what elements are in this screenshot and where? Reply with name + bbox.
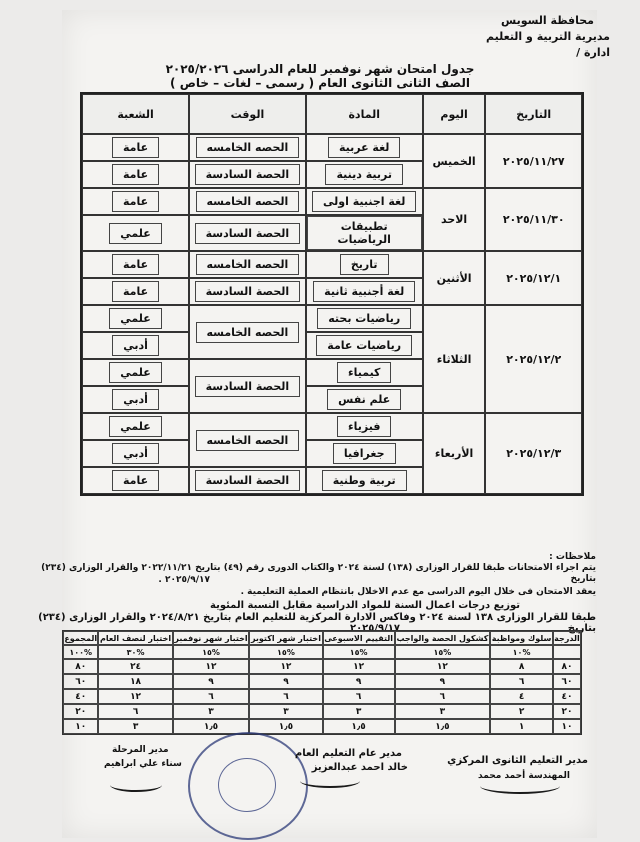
grades-cell: ١٫٥ <box>395 719 491 734</box>
exam-subject-label: تربية دينية <box>325 164 403 185</box>
grades-percent-cell: %٣٠ <box>98 645 172 659</box>
note-4: طبقا للقرار الوزارى ١٣٨ لسنة ٢٠٢٤ وفاكس الادارة المركزية للتعليم العام بتاريخ ٢٠٢٤/٨/٢١ والقرار الوزارى (٢٣٤) بتاريخ <box>38 612 596 634</box>
grades-cell: ١٫٥ <box>173 719 250 734</box>
exam-date: ٢٠٢٥/١٢/١ <box>485 251 582 305</box>
exam-time <box>189 188 306 215</box>
exam-date: ٢٠٢٥/١١/٢٧ <box>485 134 582 188</box>
grades-body <box>63 659 581 734</box>
exam-subject <box>306 278 423 305</box>
grades-percent-cell: %١٠ <box>490 645 553 659</box>
exam-time <box>189 467 306 494</box>
grades-row <box>63 674 581 689</box>
grades-cell: ٦ <box>98 704 172 719</box>
grades-cell: ٣ <box>98 719 172 734</box>
grades-cell: ١٠ <box>63 719 98 734</box>
grades-cell: ٩ <box>249 674 322 689</box>
grades-cell: ٨٠ <box>553 659 581 674</box>
exam-subject-label: كيمياء <box>337 362 392 383</box>
exam-day: الأربعاء <box>423 413 486 494</box>
grades-cell: ٦٠ <box>63 674 98 689</box>
exam-branch <box>82 251 189 278</box>
exam-date: ٢٠٢٥/١٢/٣ <box>485 413 582 494</box>
exam-branch-label: عامة <box>112 281 159 302</box>
exam-time-label: الحصة السادسة <box>195 281 301 302</box>
grades-cell: ١٨ <box>98 674 172 689</box>
grades-cell: ١٫٥ <box>249 719 322 734</box>
grades-percent-cell: %١٥ <box>249 645 322 659</box>
exam-branch-label: أدبي <box>112 335 159 356</box>
signature-right-title: مدير التعليم الثانوى المركزي <box>447 755 588 766</box>
grades-cell: ٢٠ <box>553 704 581 719</box>
exam-branch-label: أدبي <box>112 443 159 464</box>
grades-cell: ١٢ <box>395 659 491 674</box>
exam-branch <box>82 305 189 332</box>
exam-time-label: الحصة السادسة <box>195 223 301 244</box>
grades-cell: ٦ <box>323 689 395 704</box>
exam-subject <box>306 413 423 440</box>
exam-subject <box>306 440 423 467</box>
schedule-row <box>82 134 582 161</box>
grades-cell: ١ <box>490 719 553 734</box>
signature-mid-name: خالد احمد عبدالعزيز <box>311 762 408 773</box>
exam-branch <box>82 134 189 161</box>
grades-cell: ١٫٥ <box>323 719 395 734</box>
grades-table <box>62 630 582 735</box>
exam-branch <box>82 332 189 359</box>
grades-cell: ٦ <box>249 689 322 704</box>
grades-percent-cell: %١٥ <box>323 645 395 659</box>
exam-subject-label: تربية وطنية <box>322 470 407 491</box>
schedule-row <box>82 188 582 215</box>
grades-header-cell: الدرجة <box>553 631 581 645</box>
header-date: التاريخ <box>485 94 582 134</box>
exam-day: الخميس <box>423 134 486 188</box>
exam-branch <box>82 386 189 413</box>
exam-branch-label: أدبي <box>112 389 159 410</box>
exam-subject-label: علم نفس <box>327 389 401 410</box>
exam-time-label: الحصه الخامسه <box>196 254 300 275</box>
official-seal <box>188 732 308 840</box>
grades-cell: ٢٠ <box>63 704 98 719</box>
grades-cell: ٦ <box>173 689 250 704</box>
exam-branch <box>82 413 189 440</box>
governorate-label: محافظة السويس <box>501 14 594 27</box>
grades-percent-row <box>63 645 581 659</box>
schedule-row <box>82 413 582 440</box>
grades-header-cell: سلوك ومواظبة <box>490 631 553 645</box>
grades-header-cell: التقييم الاسبوعى <box>323 631 395 645</box>
exam-subject-label: جغرافيا <box>333 443 396 464</box>
grades-cell: ١٢ <box>173 659 250 674</box>
header-subject: المادة <box>306 94 423 134</box>
exam-time-label: الحصة السادسة <box>195 376 301 397</box>
exam-schedule-table <box>80 92 584 496</box>
note-2: يعقد الامتحان فى خلال اليوم الدراسى مع عدم الاخلال بانتظام العملية التعليمية . <box>240 587 596 597</box>
grades-cell: ٣ <box>173 704 250 719</box>
exam-time <box>189 251 306 278</box>
grades-header-row <box>63 631 581 645</box>
exam-time-label: الحصة السادسة <box>195 470 301 491</box>
grades-row <box>63 689 581 704</box>
exam-subject <box>306 134 423 161</box>
document-title: جدول امتحان شهر نوفمبر للعام الدراسى ٢٠٢٥/٢٠٢٦ <box>165 62 475 76</box>
exam-subject-label: تاريخ <box>340 254 389 275</box>
exam-branch-label: عامة <box>112 470 159 491</box>
exam-subject-label: لغة عربية <box>328 137 401 158</box>
grades-cell: ٣ <box>395 704 491 719</box>
exam-subject-label: رياضيات عامة <box>316 335 412 356</box>
handwritten-signature-mid <box>300 774 360 788</box>
exam-branch-label: علمي <box>109 362 162 383</box>
exam-subject <box>306 467 423 494</box>
administration-label: ادارة / <box>576 46 610 59</box>
exam-time <box>189 413 306 467</box>
grades-cell: ٢ <box>490 704 553 719</box>
exam-subject <box>306 332 423 359</box>
exam-subject <box>306 359 423 386</box>
note-1: يتم اجراء الامتحانات طبقا للقرار الوزارى (١٣٨) لسنة ٢٠٢٤ والكتاب الدورى رقم (٤٩) بتاريخ ٢٠٢٢/١١/٢١ والقرار الوزارى (٢٣٤) بتاريخ <box>41 563 596 584</box>
signature-mid-title: مدير عام التعليم العام <box>294 748 402 759</box>
exam-time <box>189 278 306 305</box>
exam-date: ٢٠٢٥/١٢/٢ <box>485 305 582 413</box>
signature-right-name: المهندسة أحمد محمد <box>478 771 570 781</box>
grades-percent-cell: %١٠٠ <box>63 645 98 659</box>
grades-percent-cell: %١٥ <box>395 645 491 659</box>
directorate-label: مديرية التربية و التعليم <box>486 30 610 43</box>
grades-cell: ١٢ <box>323 659 395 674</box>
exam-branch-label: عامة <box>112 191 159 212</box>
exam-branch <box>82 467 189 494</box>
exam-branch-label: علمي <box>109 416 162 437</box>
grades-cell: ١٠ <box>553 719 581 734</box>
exam-subject <box>306 386 423 413</box>
exam-time <box>189 161 306 188</box>
exam-branch <box>82 440 189 467</box>
grades-cell: ٤٠ <box>63 689 98 704</box>
exam-subject-label: تطبيقات الرياضيات <box>307 216 422 250</box>
header-branch: الشعبة <box>82 94 189 134</box>
grades-cell: ٣ <box>323 704 395 719</box>
grades-header-cell: اختبار شهر اكتوبر <box>249 631 322 645</box>
header-day: اليوم <box>423 94 486 134</box>
exam-day: الأثنين <box>423 251 486 305</box>
grades-row <box>63 719 581 734</box>
exam-subject <box>306 305 423 332</box>
notes-heading: ملاحظات : <box>549 552 596 562</box>
grades-header-cell: اختبار لنصف العام <box>98 631 172 645</box>
schedule-row <box>82 251 582 278</box>
grades-cell: ٩ <box>395 674 491 689</box>
exam-branch <box>82 161 189 188</box>
exam-subject-label: لغة أجنبية ثانية <box>313 281 415 302</box>
schedule-header-row <box>82 94 582 134</box>
grades-cell: ١٢ <box>98 689 172 704</box>
exam-branch <box>82 278 189 305</box>
exam-subject <box>306 161 423 188</box>
exam-time-label: الحصه الخامسه <box>196 137 300 158</box>
exam-time-label: الحصه الخامسه <box>196 191 300 212</box>
note-5: ٢٠٢٥/٩/١٧ <box>349 623 400 634</box>
signature-left-title: مدير المرحلة <box>112 745 169 755</box>
exam-branch <box>82 188 189 215</box>
exam-date: ٢٠٢٥/١١/٣٠ <box>485 188 582 251</box>
grades-header-cell: اختبار شهر نوفمبر <box>173 631 250 645</box>
grades-cell: ٨ <box>490 659 553 674</box>
grades-row <box>63 659 581 674</box>
exam-branch-label: علمي <box>109 223 162 244</box>
exam-subject <box>306 215 423 251</box>
exam-time <box>189 359 306 413</box>
exam-branch-label: عامة <box>112 164 159 185</box>
document-subtitle: الصف الثانى الثانوى العام ( رسمى – لغات – خاص ) <box>170 76 470 90</box>
grades-cell: ٦ <box>395 689 491 704</box>
exam-day: الاحد <box>423 188 486 251</box>
header-time: الوقت <box>189 94 306 134</box>
exam-branch-label: عامة <box>112 137 159 158</box>
exam-subject <box>306 188 423 215</box>
exam-time-label: الحصة السادسة <box>195 164 301 185</box>
exam-subject-label: فيزياء <box>337 416 391 437</box>
handwritten-signature-left <box>110 778 162 792</box>
grades-cell: ٦ <box>490 674 553 689</box>
exam-time <box>189 134 306 161</box>
exam-time <box>189 215 306 251</box>
signature-left-name: سناء علي ابراهيم <box>104 759 182 769</box>
handwritten-signature-right <box>480 778 560 794</box>
exam-branch-label: عامة <box>112 254 159 275</box>
grades-cell: ٤ <box>490 689 553 704</box>
grades-row <box>63 704 581 719</box>
exam-subject <box>306 251 423 278</box>
note-3: توزيع درجات اعمال السنة للمواد الدراسية مقابل النسبة المئوية <box>210 600 520 611</box>
grades-cell: ٢٤ <box>98 659 172 674</box>
grades-cell: ٩ <box>323 674 395 689</box>
exam-subject-label: لغة اجنبية اولى <box>312 191 416 212</box>
grades-cell: ٤٠ <box>553 689 581 704</box>
grades-cell: ١٢ <box>249 659 322 674</box>
schedule-row <box>82 305 582 332</box>
grades-percent-cell: %١٥ <box>173 645 250 659</box>
grades-percent-cell <box>553 645 581 659</box>
exam-branch-label: علمي <box>109 308 162 329</box>
exam-time-label: الحصه الخامسه <box>196 322 300 343</box>
grades-cell: ٦٠ <box>553 674 581 689</box>
exam-branch <box>82 215 189 251</box>
schedule-body <box>82 134 582 494</box>
grades-cell: ٩ <box>173 674 250 689</box>
exam-subject-label: رياضيات بحته <box>317 308 411 329</box>
note-1-date: ٢٠٢٥/٩/١٧ . <box>158 575 210 585</box>
exam-branch <box>82 359 189 386</box>
grades-cell: ٣ <box>249 704 322 719</box>
grades-cell: ٨٠ <box>63 659 98 674</box>
grades-header-cell: كشكول الحصة والواجب <box>395 631 491 645</box>
exam-day: الثلاثاء <box>423 305 486 413</box>
exam-time <box>189 305 306 359</box>
grades-header-cell: المجموع <box>63 631 98 645</box>
exam-time-label: الحصه الخامسه <box>196 430 300 451</box>
